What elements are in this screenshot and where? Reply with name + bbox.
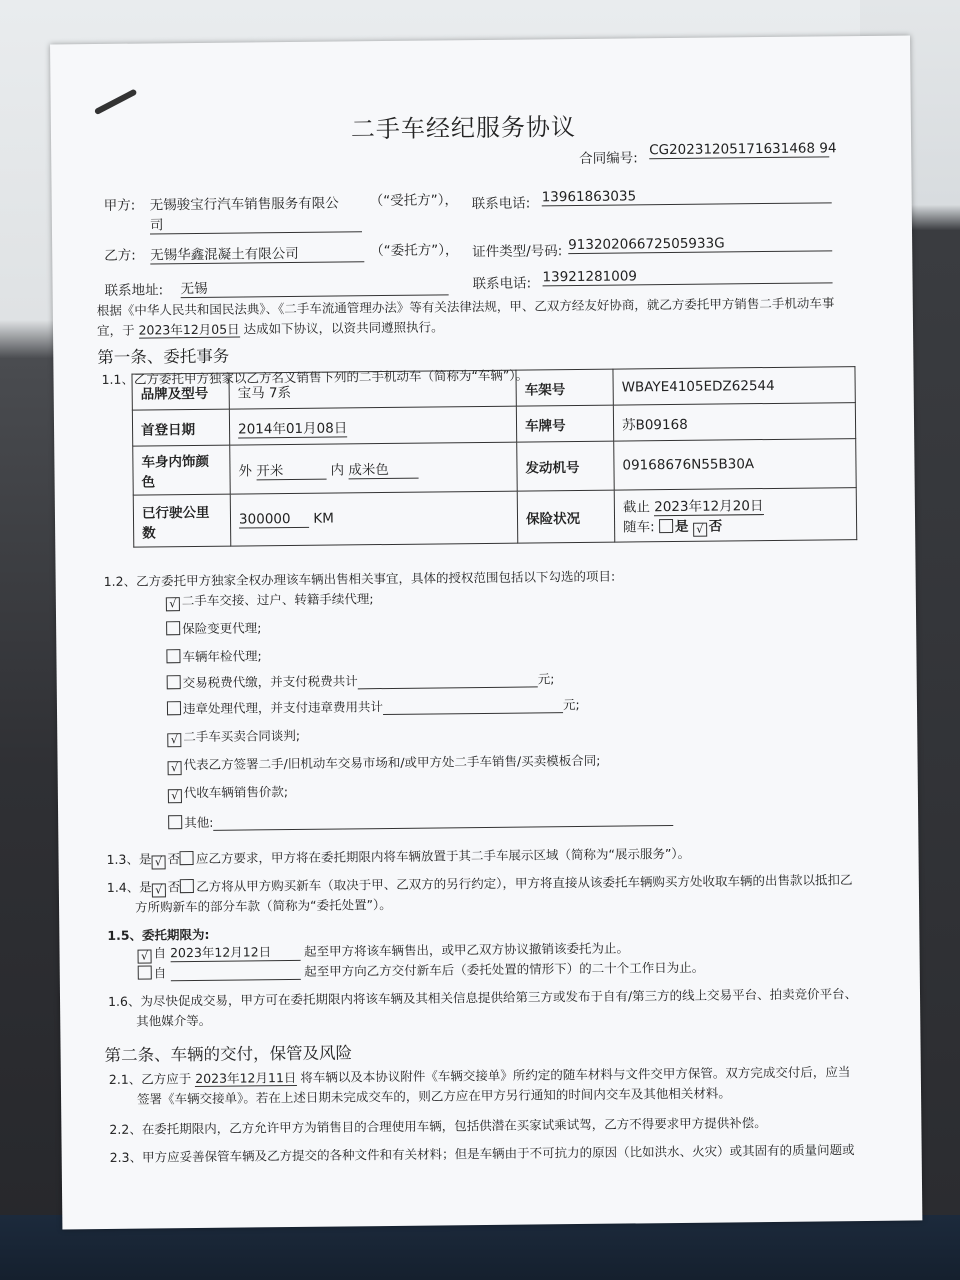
insurance-until: 2023年12月20日 — [654, 497, 764, 515]
clause-1-1: 1.1、乙方委托甲方独家以乙方名义销售下列的二手机动车（简称为“车辆”）。 — [101, 367, 529, 387]
intro-line-1: 根据《中华人民共和国民法典》、《二手车流通管理办法》等有关法律法规，甲、乙双方经友好协商，就乙方委托甲方销售二手机动车事 — [96, 295, 835, 319]
engine-value: 09168676N55B30A — [614, 439, 856, 491]
vehicle-table — [131, 366, 857, 548]
party-a-name-1: 无锡骏宝行汽车销售服务有限公 — [149, 195, 339, 214]
yes-label: 是 — [674, 518, 689, 535]
party-a-phone: 13961863035 — [542, 186, 832, 206]
clause-1-6-line-2: 其他媒介等。 — [136, 1012, 212, 1029]
km-unit: KM — [313, 510, 334, 527]
plate-value: 苏B09168 — [613, 403, 855, 442]
authorization-item — [166, 618, 261, 637]
no-label: 否 — [708, 517, 723, 535]
address: 无锡 — [180, 274, 448, 298]
vin-value: WBAYE4105EDZ62544 — [613, 367, 855, 406]
checkbox-1-4-yes[interactable]: √ — [152, 883, 166, 897]
amount-blank — [358, 671, 538, 689]
intro-line-2-a: 宜，于 — [96, 322, 135, 339]
checkbox-1-5-a[interactable]: √ — [138, 949, 152, 963]
authorization-item-text: 保险变更代理; — [182, 620, 262, 637]
authorization-item — [168, 808, 673, 831]
insurance-cell — [614, 488, 857, 543]
delivery-date: 2023年12月11日 — [195, 1069, 297, 1087]
section-2-heading: 第二条、车辆的交付，保管及风险 — [104, 1043, 353, 1065]
clause-1-4-c: 乙方将从甲方购买新车（取决于甲、乙双方的另行约定），甲方将直接从该委托车辆购买方处收取车辆的出售款以抵扣乙 — [196, 872, 853, 895]
checkbox-no[interactable]: √ — [693, 522, 707, 536]
party-b-id: 91320206672505933G — [568, 234, 832, 254]
interior-value: 成米色 — [348, 457, 418, 479]
clause-1-4-a: 1.4、是 — [106, 879, 152, 895]
clause-1-4-b: 否 — [167, 879, 181, 895]
party-b-role: （“委托方”）， — [370, 242, 459, 260]
authorization-item — [167, 669, 555, 691]
authorization-item-text: 交易税费代缴，并支付税费共计 — [182, 673, 358, 691]
authorization-checkbox[interactable]: √ — [166, 597, 180, 611]
checkbox-yes[interactable] — [659, 519, 673, 533]
authorization-item-text: 违章处理代理，并支付违章费用共计 — [182, 699, 384, 717]
reg-date-cell — [229, 406, 516, 445]
interior-label: 内 — [330, 461, 345, 479]
party-b-name: 无锡华鑫混凝土有限公司 — [150, 241, 364, 264]
reg-date-value: 2014年01月08日 — [237, 419, 348, 438]
party-b-label: 乙方: — [104, 247, 136, 264]
party-a-phone-label: 联系电话: — [471, 195, 531, 213]
authorization-item — [166, 646, 261, 665]
color-header: 车身内饰颜色 — [133, 445, 231, 495]
authorization-item — [167, 695, 580, 717]
km-cell — [230, 491, 518, 546]
contract-number: CG20231205171631468 94 — [649, 140, 837, 159]
exterior-value: 开米 — [256, 458, 326, 480]
exterior-label: 外 — [238, 462, 253, 480]
authorization-checkbox[interactable]: √ — [168, 789, 182, 803]
clause-1-4-d: 方所购新车的部分车款（简称为“委托处置”）。 — [134, 896, 392, 915]
party-b-phone: 13921281009 — [542, 266, 832, 286]
clause-1-3-a: 1.3、是 — [106, 851, 152, 867]
party-a-label: 甲方: — [103, 197, 136, 214]
reg-date-header: 首登日期 — [132, 409, 229, 446]
party-a-name-2: 司 — [150, 211, 362, 234]
authorization-checkbox[interactable] — [168, 815, 182, 829]
authorization-item-text: 代表乙方签署二手/旧机动车交易市场和/或甲方处二手车销售/买卖模板合同; — [183, 752, 601, 773]
document-title: 二手车经纪服务协议 — [350, 113, 577, 144]
authorization-item — [167, 726, 300, 747]
checkbox-1-3-no[interactable] — [180, 851, 194, 865]
party-b-phone-label: 联系电话: — [472, 275, 532, 293]
authorization-item-text: 代收车辆销售价款; — [183, 784, 289, 801]
party-a-role: （“受托方”）， — [369, 192, 459, 210]
authorization-checkbox[interactable] — [167, 675, 181, 689]
clause-1-3-b: 否 — [167, 851, 181, 867]
contract-paper — [50, 35, 922, 1229]
clause-2-1-a: 2.1、乙方应于 — [108, 1071, 192, 1087]
color-cell — [230, 442, 517, 494]
engine-header: 发动机号 — [517, 441, 615, 491]
intro-date: 2023年12月05日 — [138, 321, 240, 338]
term-start-date: 2023年12月12日 — [170, 942, 300, 962]
brand-header: 品牌及型号 — [132, 373, 229, 410]
authorization-item-suffix: 元; — [537, 671, 555, 687]
plate-header: 车牌号 — [516, 405, 613, 442]
authorization-item-text: 其他: — [184, 814, 214, 831]
authorization-item-suffix: 元; — [562, 696, 580, 713]
with-car-label: 随车: — [623, 518, 655, 536]
intro-line-2-b: 达成如下协议，以资共同遵照执行。 — [243, 319, 444, 337]
clause-1-3-c: 应乙方要求，甲方将在委托期限内将车辆放置于其二手车展示区域（简称为“展示服务”）。 — [195, 845, 691, 867]
checkbox-1-3-yes[interactable]: √ — [151, 855, 165, 869]
clause-1-5-a-from: 自 — [153, 945, 167, 961]
clause-1-2: 1.2、乙方委托甲方独家全权办理该车辆出售相关事宜，具体的授权范围包括以下勾选的项目: — [103, 568, 616, 589]
clause-1-5-b-from: 自 — [153, 965, 167, 981]
km-header: 已行驶公里数 — [133, 494, 231, 547]
address-label: 联系地址: — [104, 282, 164, 299]
authorization-checkbox[interactable] — [167, 701, 181, 715]
authorization-checkbox[interactable] — [166, 649, 180, 663]
clause-2-1-c: 签署《车辆交接单》。若在上述日期未完成交车的，则乙方应在甲方另行通知的时间内交车及其他相关材料。 — [136, 1085, 731, 1107]
authorization-item-text: 车辆年检代理; — [182, 648, 262, 665]
clause-1-5: 1.5、委托期限为: — [107, 926, 210, 943]
contract-number-label: 合同编号: — [579, 150, 638, 167]
insurance-until-label: 截止 — [622, 498, 650, 516]
clause-1-6-line-1: 1.6、为尽快促成交易，甲方可在委托期限内将该车辆及其相关信息提供给第三方或发布于自有/第三方的线上交易平台、拍卖竞价平台、 — [107, 986, 858, 1009]
amount-blank — [383, 697, 563, 715]
authorization-item-text: 二手车交接、过户、转籍手续代理; — [181, 591, 374, 609]
clause-1-5-a-text: 起至甲方将该车辆售出，或甲乙双方协议撤销该委托为止。 — [303, 940, 630, 959]
brand-value: 宝马 7系 — [229, 370, 516, 409]
section-1-heading: 第一条、委托事务 — [97, 346, 230, 368]
other-blank — [213, 810, 673, 831]
clause-2-2: 2.2、在委托期限内，乙方允许甲方为销售目的合理使用车辆，包括供潜在买家试乘试驾，乙方不得要求甲方提供补偿。 — [109, 1115, 767, 1137]
authorization-item — [167, 751, 600, 776]
clause-1-5-b-text: 起至甲方向乙方交付新车后（委托处置的情形下）的二十个工作日为止。 — [304, 959, 705, 979]
authorization-item — [168, 782, 288, 803]
clause-2-3: 2.3、甲方应妥善保管车辆及乙方提交的各种文件和有关材料；但是车辆由于不可抗力的原因（比如洪水、火灾）或其固有的质量问题或 — [109, 1142, 855, 1165]
authorization-item — [166, 589, 374, 611]
authorization-checkbox[interactable] — [166, 621, 180, 635]
km-value: 300000 — [239, 511, 309, 529]
authorization-checkbox[interactable]: √ — [167, 733, 181, 747]
checkbox-1-4-no[interactable] — [180, 879, 194, 893]
clause-2-1-b: 将车辆以及本协议附件《车辆交接单》所约定的随车材料与文件交甲方保管。双方完成交付后，应当 — [300, 1064, 851, 1085]
insurance-header: 保险状况 — [517, 490, 615, 543]
party-b-id-label: 证件类型/号码: — [472, 243, 563, 261]
authorization-item-text: 二手车买卖合同谈判; — [183, 727, 301, 745]
pen-mark — [94, 89, 138, 116]
vin-header: 车架号 — [516, 369, 613, 406]
authorization-checkbox[interactable]: √ — [168, 761, 182, 775]
checkbox-1-5-b[interactable] — [138, 965, 152, 979]
